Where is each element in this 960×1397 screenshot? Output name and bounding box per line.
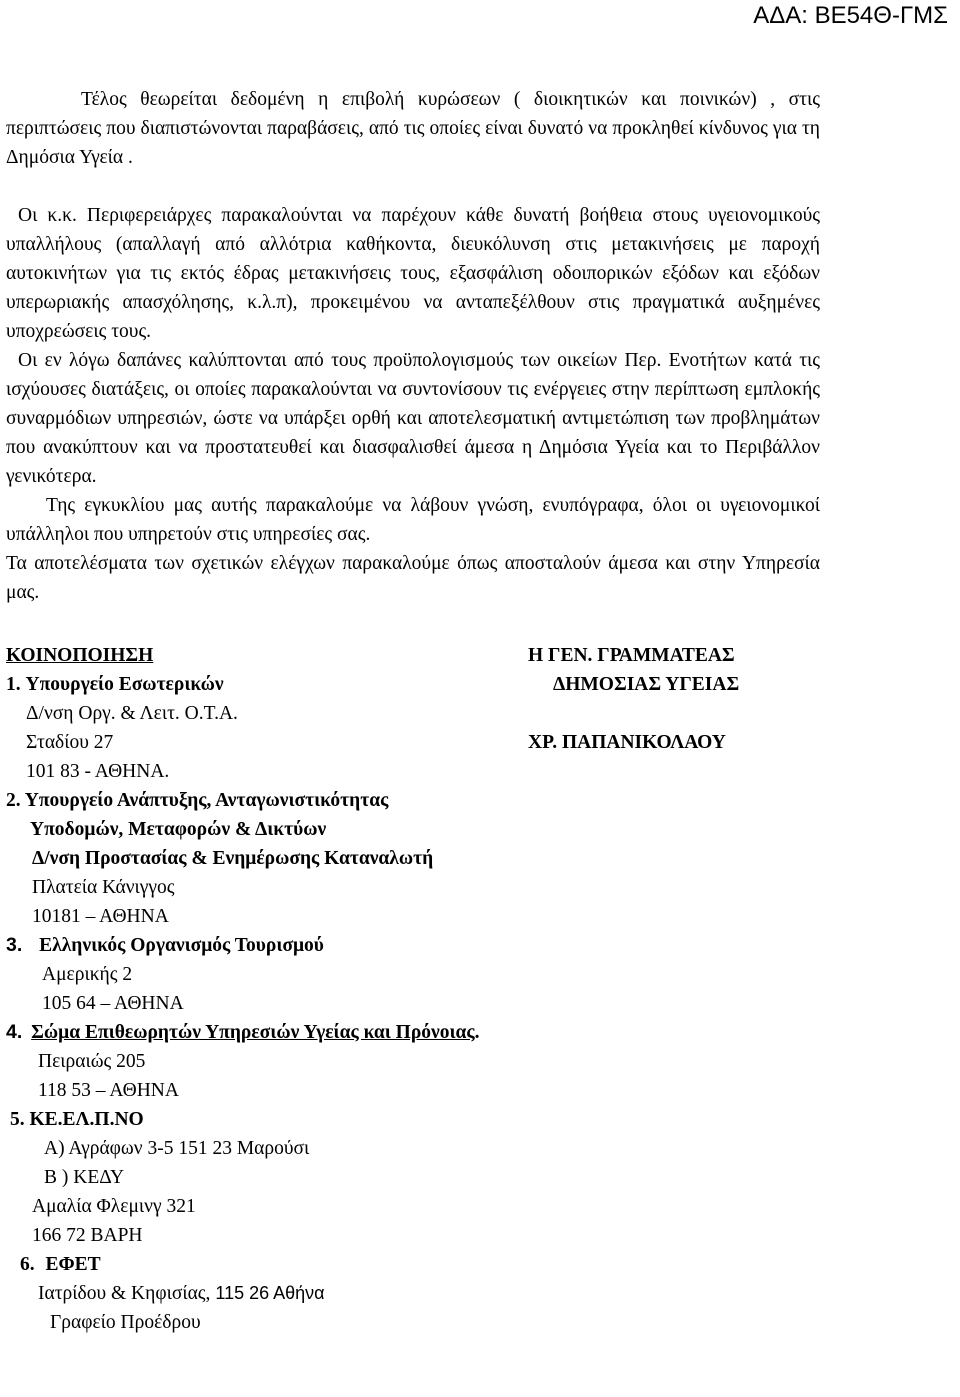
recipient-6-name: ΕΦΕΤ <box>45 1254 101 1275</box>
recipient-1-number: 1. <box>6 674 21 695</box>
recipient-6-number: 6. <box>20 1254 35 1275</box>
recipient-4-row <box>6 1018 820 1047</box>
recipient-1-line-2-row <box>6 728 820 757</box>
paragraph-sanctions: Τέλος θεωρείται δεδομένη η επιβολή κυρώσεων ( διοικητικών και ποινικών) , στις περιπτώσεις που διαπιστώνονται παραβάσεις, από τις οποίες είναι δυνατό να προκληθεί κίνδυνος για τη Δημόσια Υγεία . <box>6 89 820 168</box>
recipient-5-line-1: Α) Αγράφων 3-5 151 23 Μαρούσι <box>44 1138 310 1159</box>
recipient-3-number: 3. <box>6 934 23 956</box>
recipient-6-line-1a: Ιατρίδου & Κηφισίας, <box>38 1283 211 1304</box>
paragraph-regional-governors: Οι κ.κ. Περιφερειάρχες παρακαλούνται να παρέχουν κάθε δυνατή βοήθεια στους υγειονομικούς υπαλλήλους (απαλλαγή από αλλότρια καθήκοντα, διευκόλυνση στις μετακινήσεις με παροχή αυτοκινήτων για τις εκτός έδρας μετακινήσεις τους, εξασφάλιση οδοιπορικών εξόδων και εξόδων υπερωριακής απασχόλησης, κ.λ.π), προκειμένου να ανταπεξέλθουν στις πραγματικά αυξημένες υποχρεώσεις τους. <box>6 205 820 342</box>
recipient-1-line-3: 101 83 - ΑΘΗΝΑ. <box>26 761 170 782</box>
recipient-6-row <box>6 1250 820 1279</box>
recipient-6-line-1b: 115 26 Αθήνα <box>210 1283 325 1303</box>
distribution-heading-row <box>6 641 820 670</box>
recipient-2-name-2: Υποδομών, Μεταφορών & Δικτύων <box>30 819 327 840</box>
recipient-5-row <box>6 1105 820 1134</box>
recipient-3-line-1: Αμερικής 2 <box>42 964 133 985</box>
document-body <box>6 85 820 1337</box>
recipient-3-line-2: 105 64 – ΑΘΗΝΑ <box>42 993 184 1014</box>
recipient-5-line-2: Β ) ΚΕΔΥ <box>44 1167 125 1188</box>
signature-name: ΧΡ. ΠΑΠΑΝΙΚΟΛΑΟΥ <box>528 732 726 753</box>
recipient-4-line-1: Πειραιώς 205 <box>38 1051 146 1072</box>
paragraph-circular: Της εγκυκλίου μας αυτής παρακαλούμε να λάβουν γνώση, ενυπόγραφα, όλοι οι υγειονομικοί υπάλληλοι που υπηρετούν στις υπηρεσίες σας. <box>6 495 820 545</box>
recipient-1-name: Υπουργείο Εσωτερικών <box>25 674 224 695</box>
recipient-5-number: 5. <box>10 1109 25 1130</box>
recipient-1-line-1: Δ/νση Οργ. & Λειτ. Ο.Τ.Α. <box>26 703 238 724</box>
signature-title-1: Η ΓΕΝ. ΓΡΑΜΜΑΤΕΑΣ <box>528 645 735 666</box>
recipient-6-line-2: Γραφείο Προέδρου <box>50 1312 201 1333</box>
recipient-5-name: ΚΕ.ΕΛ.Π.ΝΟ <box>29 1109 144 1130</box>
recipient-2-name: Υπουργείο Ανάπτυξης, Ανταγωνιστικότητας <box>24 790 389 811</box>
ada-code: ΑΔΑ: ΒΕ54Θ-ΓΜΣ <box>753 2 948 29</box>
recipient-4-number: 4. <box>6 1021 23 1043</box>
recipient-6-line-1-row <box>6 1279 820 1308</box>
recipient-5-line-3: Αμαλία Φλεμινγ 321 <box>32 1196 196 1217</box>
recipient-2-name-3: Δ/νση Προστασίας & Ενημέρωσης Καταναλωτή <box>32 848 434 869</box>
distribution-heading: ΚΟΙΝΟΠΟΙΗΣΗ <box>6 645 154 666</box>
recipient-1-line-2: Σταδίου 27 <box>26 732 114 753</box>
recipient-4-name: Σώμα Επιθεωρητών Υπηρεσιών Υγείας και Πρόνοιας <box>31 1022 475 1043</box>
paragraph-expenses: Οι εν λόγω δαπάνες καλύπτονται από τους προϋπολογισμούς των οικείων Περ. Ενοτήτων κατά τις ισχύουσες διατάξεις, οι οποίες παρακαλούνται να συντονίσουν τις ενέργειες στην περίπτωση εμπλοκής συναρμόδιων υπηρεσιών, ώστε να υπάρξει ορθή και αποτελεσματική αντιμετώπιση των προβλημάτων που ανακύπτουν και να προστατευθεί και διασφαλισθεί άμεσα η Δημόσια Υγεία και το Περιβάλλον γενικότερα. <box>6 350 820 487</box>
paragraph-results: Τα αποτελέσματα των σχετικών ελέγχων παρακαλούμε όπως αποσταλούν άμεσα και στην Υπηρεσία μας. <box>6 553 820 603</box>
recipient-2-line-1: Πλατεία Κάνιγγος <box>32 877 175 898</box>
recipient-3-name: Ελληνικός Οργανισμός Τουρισμού <box>39 935 324 956</box>
recipient-3-row <box>6 931 820 960</box>
recipient-4-line-2: 118 53 – ΑΘΗΝΑ <box>38 1080 179 1101</box>
recipient-1-row <box>6 670 820 699</box>
recipient-4-dot: . <box>474 1022 480 1043</box>
recipient-5-line-4: 166 72 ΒΑΡΗ <box>32 1225 143 1246</box>
signature-title-2: ΔΗΜΟΣΙΑΣ ΥΓΕΙΑΣ <box>553 674 740 695</box>
recipient-2-row <box>6 786 820 815</box>
recipient-2-line-2: 10181 – ΑΘΗΝΑ <box>32 906 169 927</box>
recipient-2-number: 2. <box>6 790 21 811</box>
